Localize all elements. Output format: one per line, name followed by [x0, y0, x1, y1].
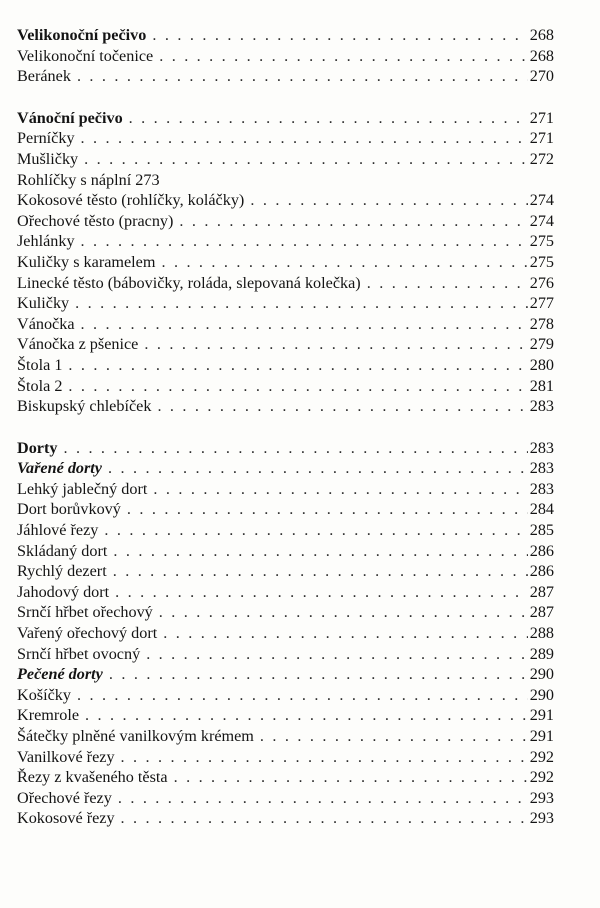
entry-title: Biskupský chlebíček [17, 397, 152, 416]
entry-title: Kremrole [17, 706, 80, 725]
page-number: 283 [529, 479, 554, 498]
toc-entry [17, 499, 554, 520]
dot-leader [157, 396, 527, 417]
dot-leader [84, 149, 528, 170]
toc-entry [17, 149, 554, 170]
toc-entry [17, 767, 554, 788]
page-number: 271 [529, 129, 554, 148]
toc-entry [17, 541, 554, 562]
entry-title: Kuličky s karamelem [17, 252, 156, 271]
page-number: 289 [529, 644, 554, 663]
entry-title: Vanilkové řezy [17, 747, 115, 766]
dot-leader [77, 66, 528, 87]
entry-title: Lehký jablečný dort [17, 479, 148, 498]
entry-title: Vařené dorty [17, 459, 102, 478]
dot-leader [81, 231, 528, 252]
toc-entry [17, 211, 554, 232]
dot-leader [104, 520, 527, 541]
dot-leader [153, 479, 527, 500]
toc-section [17, 108, 554, 417]
entry-title: Kokosové těsto (rohlíčky, koláčky) [17, 191, 245, 210]
dot-leader [146, 644, 528, 665]
page-number: 274 [529, 211, 554, 230]
entry-title: Pečené dorty [17, 665, 103, 684]
page-number: 292 [529, 768, 554, 787]
toc-entry [17, 623, 554, 644]
dot-leader [174, 767, 528, 788]
page-number: 285 [529, 521, 554, 540]
toc-entry [17, 726, 554, 747]
toc-entry [17, 293, 554, 314]
dot-leader [81, 314, 528, 335]
entry-title: Vánoční pečivo [17, 108, 123, 127]
dot-leader [121, 808, 528, 829]
page-number: 291 [529, 706, 554, 725]
toc-entry [17, 520, 554, 541]
entry-title: Skládaný dort [17, 541, 108, 560]
page-number: 283 [529, 397, 554, 416]
entry-title: Jahodový dort [17, 582, 110, 601]
page-number: 276 [529, 273, 554, 292]
page-number: 272 [529, 149, 554, 168]
dot-leader [113, 561, 528, 582]
toc-entry [17, 788, 554, 809]
entry-title: Jáhlové řezy [17, 521, 99, 540]
dot-leader [159, 602, 528, 623]
dot-leader [127, 499, 528, 520]
dot-leader [63, 438, 527, 459]
section-gap [17, 417, 554, 438]
toc-chapter-heading [17, 438, 554, 459]
page-number: 284 [529, 500, 554, 519]
entry-title: Štola 1 [17, 355, 63, 374]
dot-leader [108, 458, 528, 479]
page-number: 291 [529, 727, 554, 745]
entry-title: Jehlánky [17, 232, 75, 251]
entry-title: Vánočka z pšenice [17, 335, 139, 354]
dot-leader [68, 376, 527, 397]
toc-entry [17, 252, 554, 273]
dot-leader [121, 747, 528, 768]
toc-entry [17, 128, 554, 149]
dot-leader [85, 705, 528, 726]
toc-section [17, 25, 554, 87]
toc-entry [17, 685, 554, 706]
page-number: 290 [529, 665, 554, 684]
entry-title: Linecké těsto (bábovičky, roláda, slepovaná kolečka) [17, 273, 361, 292]
dot-leader [129, 108, 528, 129]
dot-leader [68, 355, 527, 376]
page-number: 271 [529, 108, 554, 127]
dot-leader [75, 293, 528, 314]
table-of-contents [17, 25, 554, 829]
entry-title: Beránek [17, 67, 71, 86]
dot-leader [260, 726, 528, 747]
page-number: 268 [529, 46, 554, 65]
toc-entry [17, 479, 554, 500]
dot-leader [113, 541, 527, 562]
entry-title: Vařený ořechový dort [17, 624, 158, 643]
dot-leader [109, 664, 528, 685]
page-number: 287 [529, 603, 554, 622]
toc-entry [17, 644, 554, 665]
page-number: 279 [529, 335, 554, 354]
entry-title: Velikonoční točenice [17, 46, 154, 65]
entry-title: Ořechové těsto (pracny) [17, 211, 174, 230]
entry-title: Ořechové řezy [17, 788, 112, 807]
entry-title: Šátečky plněné vanilkovým krémem [17, 727, 254, 745]
page-number: 268 [529, 26, 554, 44]
dot-leader [118, 788, 528, 809]
entry-title: Rychlý dezert [17, 562, 107, 581]
toc-entry [17, 170, 554, 191]
page-number: 286 [529, 562, 554, 581]
dot-leader [367, 273, 528, 294]
page-number: 277 [529, 294, 554, 313]
toc-entry [17, 231, 554, 252]
page-number: 274 [529, 191, 554, 210]
entry-title: Perníčky [17, 129, 75, 148]
toc-section [17, 438, 554, 829]
entry-title: Štola 2 [17, 376, 63, 395]
page-number: 288 [529, 624, 554, 643]
toc-entry [17, 376, 554, 397]
toc-entry [17, 396, 554, 417]
entry-title: Mušličky [17, 149, 79, 168]
toc-chapter-heading [17, 25, 554, 46]
page-number: 293 [529, 809, 554, 828]
toc-entry [17, 355, 554, 376]
page-number: 270 [529, 67, 554, 86]
toc-entry [17, 334, 554, 355]
page-number: 283 [529, 438, 554, 457]
entry-title: Vánočka [17, 314, 75, 333]
section-gap [17, 87, 554, 108]
dot-leader [161, 252, 527, 273]
page-number: 283 [529, 459, 554, 478]
entry-title: Srnčí hřbet ovocný [17, 644, 141, 663]
entry-title: Velikonoční pečivo [17, 26, 147, 44]
toc-subheading [17, 664, 554, 685]
entry-title: Kuličky [17, 294, 70, 313]
dot-leader [77, 685, 528, 706]
dot-leader [179, 211, 527, 232]
toc-chapter-heading [17, 108, 554, 129]
dot-leader [163, 623, 527, 644]
page-number: 293 [529, 788, 554, 807]
page-number: 290 [529, 685, 554, 704]
toc-entry [17, 314, 554, 335]
dot-leader [159, 46, 528, 67]
entry-title: Dort borůvkový [17, 500, 121, 519]
dot-leader [152, 25, 527, 46]
toc-entry [17, 747, 554, 768]
toc-entry [17, 66, 554, 87]
dot-leader [144, 334, 527, 355]
toc-entry [17, 705, 554, 726]
toc-entry [17, 273, 554, 294]
dot-leader [81, 128, 528, 149]
toc-entry [17, 190, 554, 211]
toc-entry [17, 46, 554, 67]
entry-title: Srnčí hřbet ořechový [17, 603, 153, 622]
page-number: 292 [529, 747, 554, 766]
entry-title: Řezy z kvašeného těsta [17, 768, 168, 787]
dot-leader [250, 190, 527, 211]
toc-entry [17, 808, 554, 829]
entry-title: Kokosové řezy [17, 809, 115, 828]
entry-title: Košíčky [17, 685, 71, 704]
page-number: 286 [529, 541, 554, 560]
toc-subheading [17, 458, 554, 479]
page-number: 275 [529, 252, 554, 271]
toc-entry [17, 602, 554, 623]
page-number: 287 [529, 582, 554, 601]
page-number: 280 [529, 355, 554, 374]
toc-entry [17, 582, 554, 603]
entry-title: Rohlíčky s náplní 273 [17, 170, 160, 189]
page-number: 281 [529, 376, 554, 395]
page-number: 278 [529, 314, 554, 333]
toc-entry [17, 561, 554, 582]
entry-title: Dorty [17, 438, 58, 457]
page-number: 275 [529, 232, 554, 251]
dot-leader [115, 582, 528, 603]
